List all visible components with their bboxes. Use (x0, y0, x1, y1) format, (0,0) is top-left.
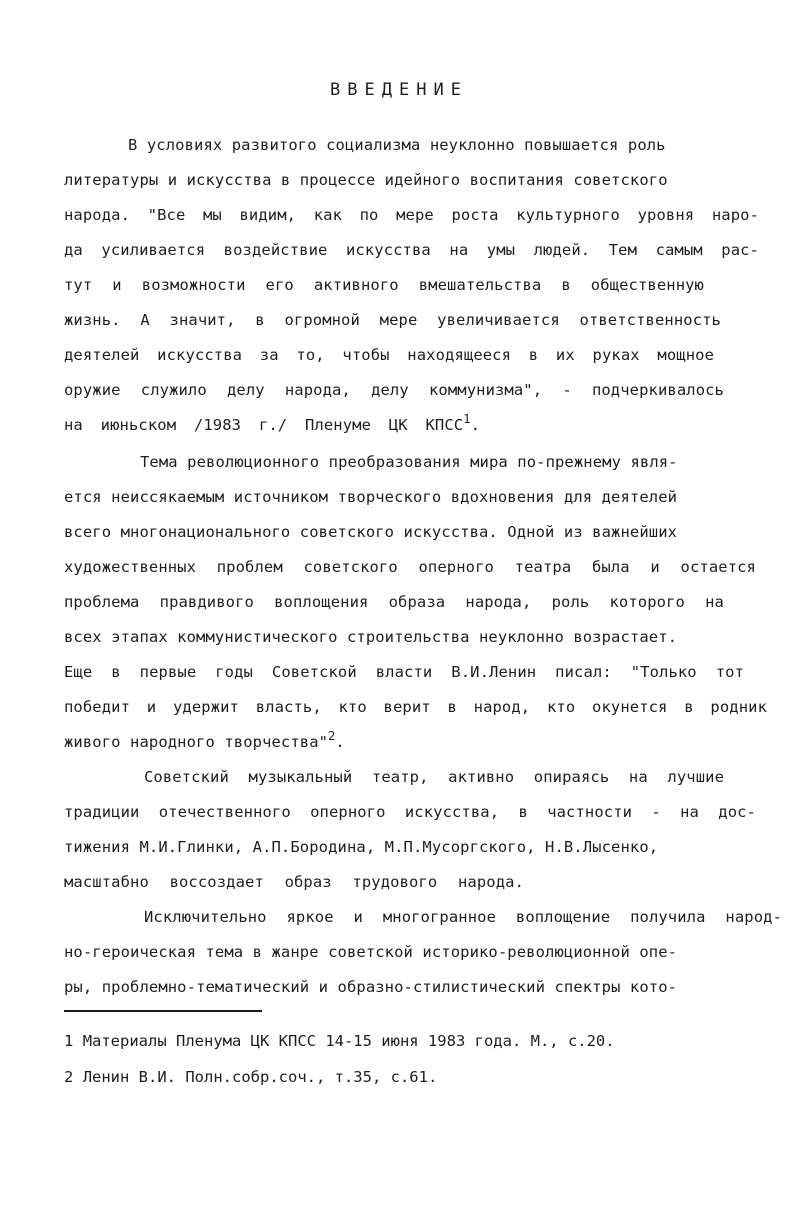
text-line: всех этапах коммунистического строительства неуклонно возрастает. (64, 628, 678, 646)
text-line: литературы и искусства в процессе идейного воспитания советского (64, 171, 668, 189)
text-line: традиции отечественного оперного искусства, в частности - на дос- (64, 803, 756, 821)
text-line: тут и возможности его активного вмешательства в общественную (64, 276, 704, 294)
text-line: В условиях развитого социализма неуклонно повышается роль (128, 136, 666, 154)
text-line: оружие служило делу народа, делу коммунизма", - подчеркивалось (64, 381, 724, 399)
footnote-ref: 1 (463, 412, 471, 426)
text-line: на июньском /1983 г./ Пленуме ЦК КПСС$^1$. (64, 412, 480, 434)
text-line: жизнь. А значит, в огромной мере увеличивается ответственность (64, 311, 721, 329)
text-line: да усиливается воздействие искусства на умы людей. Тем самым рас- (64, 241, 759, 259)
text-line: деятелей искусства за то, чтобы находящееся в их руках мощное (64, 346, 714, 364)
footnote (64, 1031, 615, 1051)
text-line: живого народного творчества"$^2$. (64, 729, 345, 751)
footnote-ref: 2 (328, 729, 336, 743)
text-line: всего многонационального советского искусства. Одной из важнейших (64, 523, 678, 541)
text-line: народа. "Все мы видим, как по мере роста культурного уровня наро- (64, 206, 759, 224)
text-line: Тема революционного преобразования мира по-прежнему явля- (140, 453, 678, 471)
footnote-mark: 2 (64, 1068, 74, 1086)
text-line: но-героическая тема в жанре советской историко-революционной опе- (64, 943, 678, 961)
text-line: ры, проблемно-тематический и образно-стилистический спектры кото- (64, 978, 678, 996)
text-line: Исключительно яркое и многогранное воплощение получила народ- (144, 908, 782, 926)
text-line: победит и удержит власть, кто верит в народ, кто окунется в родник (64, 698, 767, 716)
text-line: Советский музыкальный театр, активно опираясь на лучшие (144, 768, 724, 786)
text-line: ется неиссякаемым источником творческого вдохновения для деятелей (64, 488, 678, 506)
footnote-text: Ленин В.И. Полн.собр.соч., т.35, с.61. (82, 1068, 438, 1086)
footnote (64, 1067, 437, 1087)
text-line: Еще в первые годы Советской власти В.И.Ленин писал: "Только тот (64, 663, 744, 681)
footnote-text: Материалы Пленума ЦК КПСС 14-15 июня 1983 года. М., с.20. (82, 1032, 615, 1050)
text-line: проблема правдивого воплощения образа народа, роль которого на (64, 593, 724, 611)
text-line: тижения М.И.Глинки, А.П.Бородина, М.П.Мусоргского, Н.В.Лысенко, (64, 838, 659, 856)
footnote-divider (64, 1010, 262, 1012)
text-line: художественных проблем советского оперного театра была и остается (64, 558, 756, 576)
page-title: ВВЕДЕНИЕ (330, 80, 468, 100)
footnote-mark: 1 (64, 1032, 74, 1050)
text-line: масштабно воссоздает образ трудового народа. (64, 873, 524, 891)
